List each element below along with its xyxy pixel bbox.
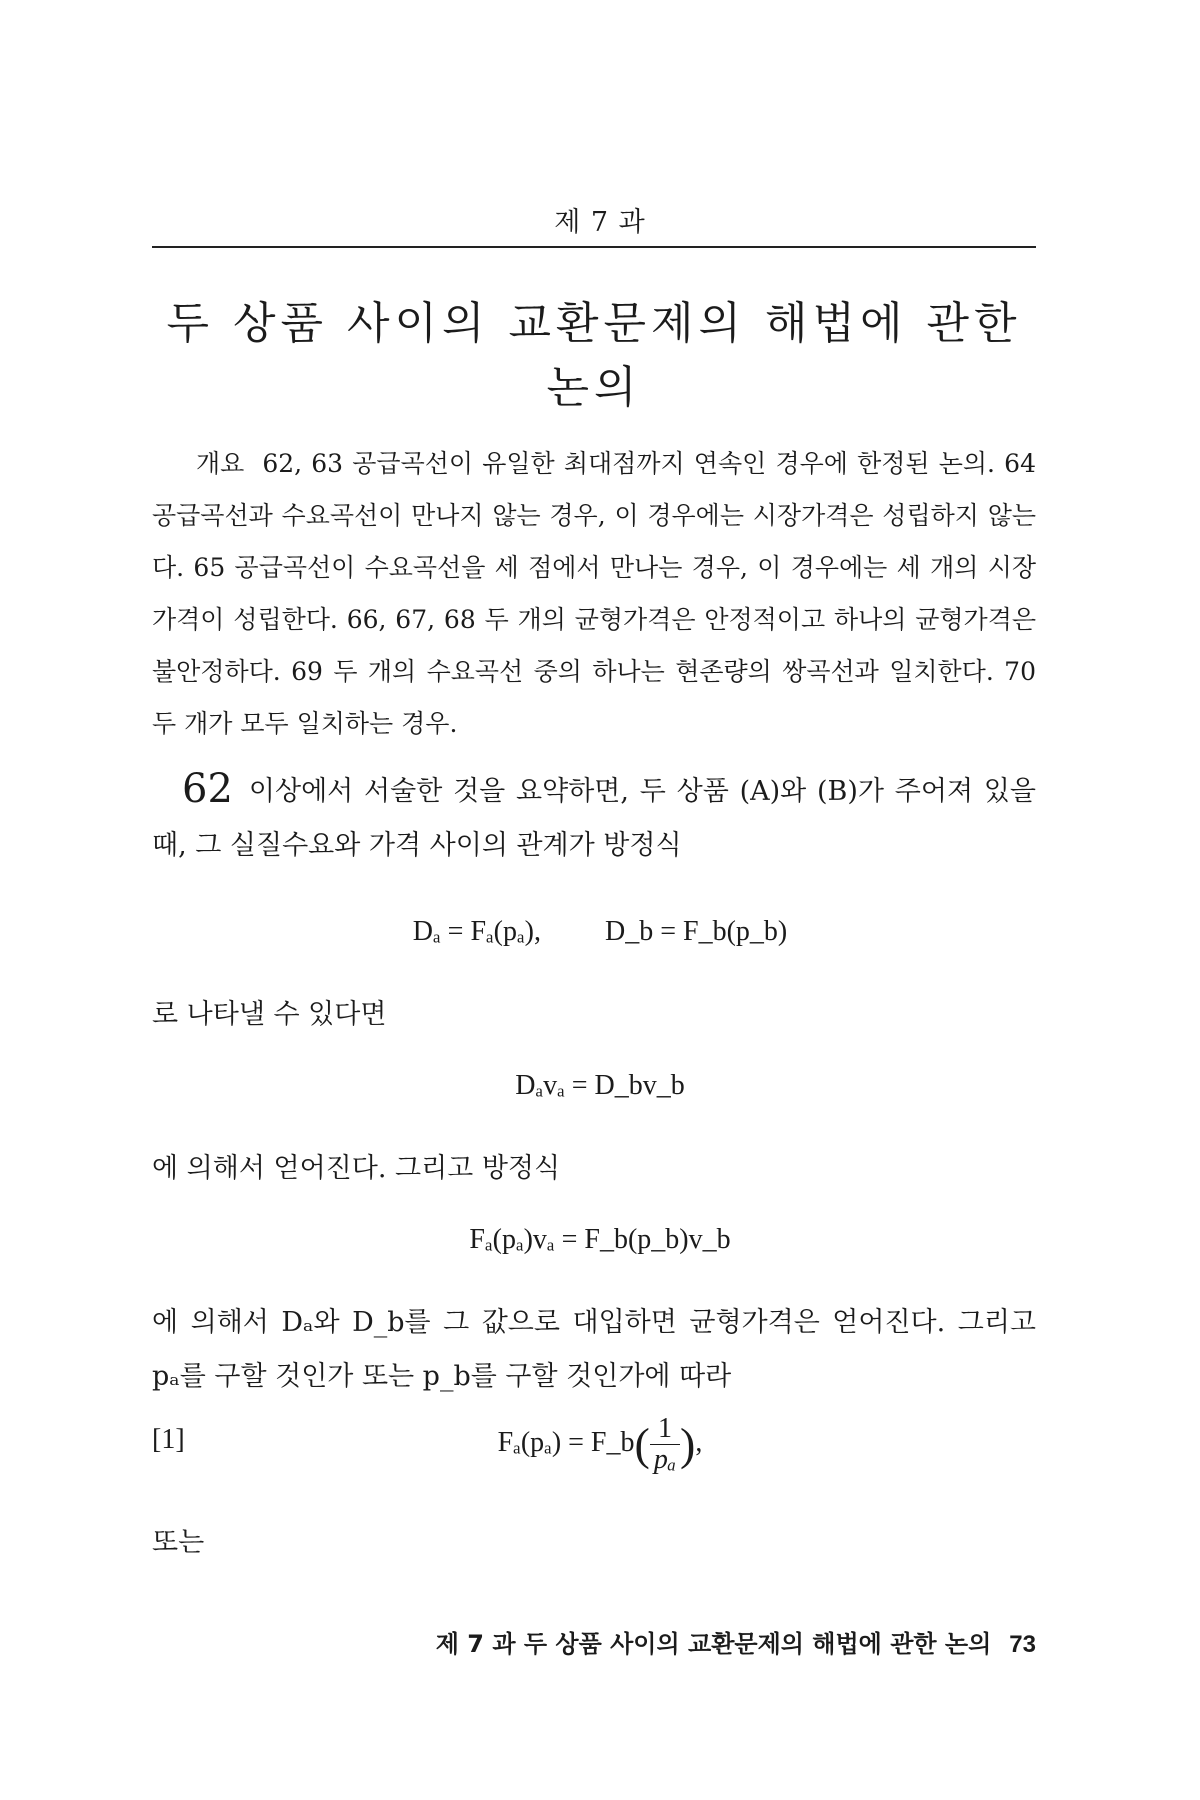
equation-demand <box>0 916 1200 948</box>
paragraph-4: 또는 <box>152 1527 205 1558</box>
equation-1-denominator: pₐ <box>653 1444 677 1475</box>
equation-1: Fₐ(pₐ) = F_b( $\frac{1}{\text{pₐ}}$ ), <box>497 1413 703 1475</box>
abstract-keyword: 개요 <box>196 449 245 478</box>
equation-demand-b: D_b = F_b(p_b) <box>604 916 788 947</box>
equation-1-tail: , <box>695 1426 703 1458</box>
equation-exchange: Fₐ(pₐ)vₐ = F_b(p_b)v_b <box>469 1224 731 1255</box>
section-62 <box>152 762 1036 873</box>
equation-demand-a: Dₐ = Fₐ(pₐ), <box>412 916 541 947</box>
equation-1-numerator: 1 <box>650 1414 680 1445</box>
footer <box>152 1624 1036 1659</box>
equation-1-label: [1] <box>152 1424 185 1455</box>
equation-1-fraction <box>650 1414 680 1475</box>
paragraph-3: 에 의해서 Dₐ와 D_b를 그 값으로 대입하면 균형가격은 얻어진다. 그리고 pₐ를 구할 것인가 또는 p_b를 구할 것인가에 따라 <box>152 1307 1036 1392</box>
chapter-label: 제 7 과 <box>554 207 646 238</box>
abstract <box>152 438 1036 750</box>
section-number: 62 <box>182 766 233 812</box>
equation-balance: Dₐvₐ = D_bv_b <box>515 1070 685 1101</box>
title-rule <box>152 246 1036 248</box>
equation-1-lhs: Fₐ(pₐ) = F_b <box>497 1426 635 1458</box>
paragraph-1: 로 나타낼 수 있다면 <box>152 999 387 1030</box>
chapter-title: 두 상품 사이의 교환문제의 해법에 관한 논의 <box>166 298 1022 414</box>
page-number: 73 <box>1009 1631 1036 1658</box>
paragraph-2: 에 의해서 얻어진다. 그리고 방정식 <box>152 1153 561 1184</box>
abstract-text: 62, 63 공급곡선이 유일한 최대점까지 연속인 경우에 한정된 논의. 64 공급곡선과 수요곡선이 만나지 않는 경우, 이 경우에는 시장가격은 성립하지 않는다. 65 공급곡선이 수요곡선을 세 점에서 만나는 경우, 이 경우에는 세 개의 시장가격이 성립한다. 66, 67, 68 두 개의 균형가격은 안정적이고 하나의 균형가격은 불안정하다. 69 두 개의 수요곡선 중의 하나는 현존량의 쌍곡선과 일치한다. 70 두 개가 모두 일치하는 경우. <box>152 449 1036 738</box>
section-lead-text: 이상에서 서술한 것을 요약하면, 두 상품 (A)와 (B)가 주어져 있을 때, 그 실질수요와 가격 사이의 관계가 방정식 <box>152 776 1036 861</box>
running-head: 제 7 과 두 상품 사이의 교환문제의 해법에 관한 논의 <box>435 1630 992 1658</box>
